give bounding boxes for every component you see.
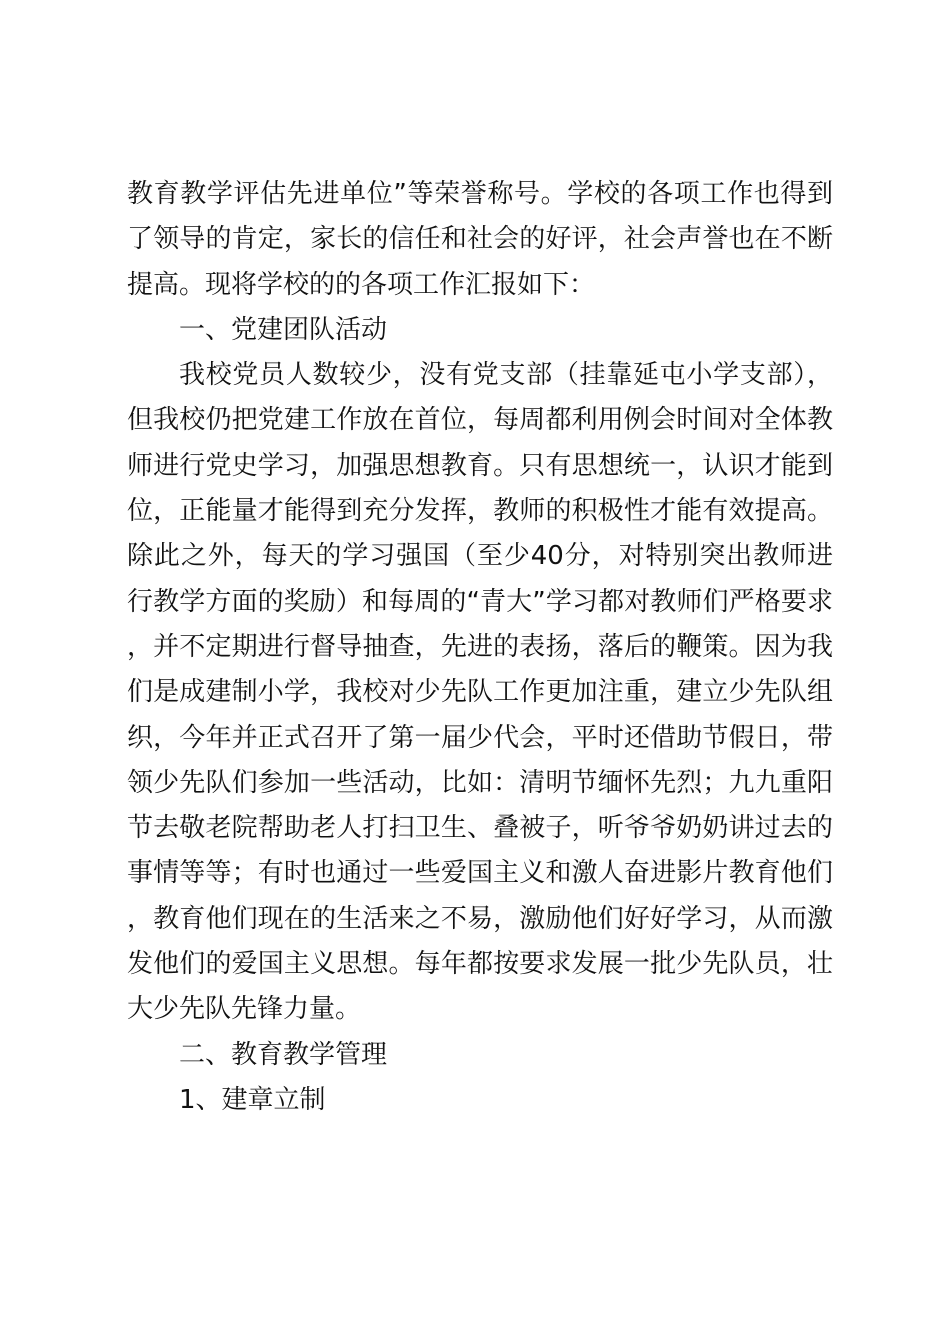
section-heading-party-building: 一、党建团队活动	[179, 314, 388, 345]
subsection-heading-rules: 1、建章立制	[179, 1084, 326, 1115]
paragraph-party-building: 我校党员人数较少，没有党支部（挂靠延屯小学支部），但我校仍把党建工作放在首位，每周都利用例会时间对全体教师进行党史学习，加强思想教育。只有思想统一，认识才能到位，正能量才能得到充分发挥，教师的积极性才能有效提高。除此之外，每天的学习强国（至少40分，对特别突出教师进行教学方面的奖励）和每周的“青大”学习都对教师们严格要求，并不定期进行督导抽查，先进的表扬，落后的鞭策。因为我们是成建制小学，我校对少先队工作更加注重，建立少先队组织，今年并正式召开了第一届少代会，平时还借助节假日，带领少先队们参加一些活动，比如：清明节缅怀先烈；九九重阳节去敬老院帮助老人打扫卫生、叠被子，听爷爷奶奶讲过去的事情等等；有时也通过一些爱国主义和激人奋进影片教育他们，教育他们现在的生活来之不易，激励他们好好学习，从而激发他们的爱国主义思想。每年都按要求发展一批少先队员，壮大少先队先锋力量。	[127, 360, 833, 1025]
section-heading-education-management: 二、教育教学管理	[179, 1039, 388, 1070]
document-body	[127, 172, 833, 1123]
paragraph-intro-continuation: 教育教学评估先进单位”等荣誉称号。学校的各项工作也得到了领导的肯定，家长的信任和社会的好评，社会声誉也在不断提高。现将学校的的各项工作汇报如下：	[127, 179, 833, 300]
